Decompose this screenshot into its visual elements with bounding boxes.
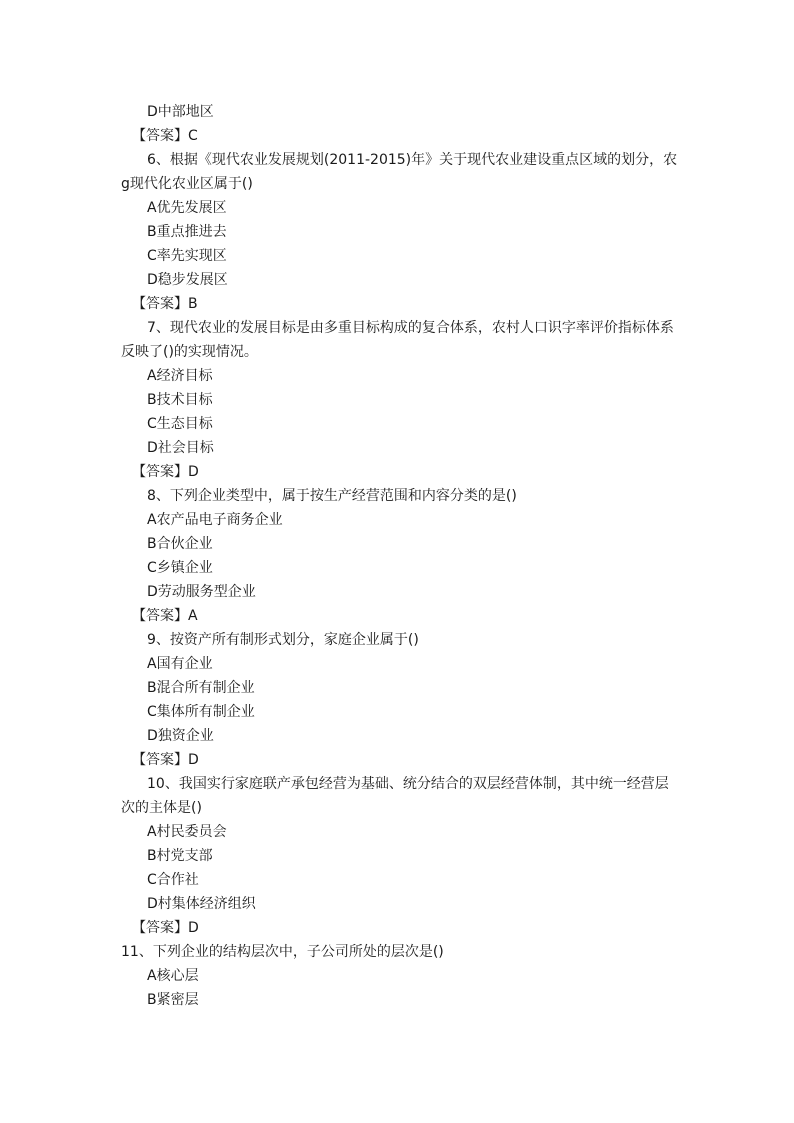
option-a-q8: A农产品电子商务企业 [147, 512, 283, 528]
option-c-q6: C率先实现区 [147, 248, 227, 264]
option-b-q6: B重点推进去 [147, 224, 227, 240]
answer-q10: 【答案】D [132, 920, 199, 936]
question-10-line-2: 次的主体是() [121, 800, 202, 816]
question-7-line-1: 7、现代农业的发展目标是由多重目标构成的复合体系，农村人口识字率评价指标体系 [147, 320, 674, 336]
option-d-q8: D劳动服务型企业 [147, 584, 256, 600]
option-d-q7: D社会目标 [147, 440, 214, 456]
option-a-q10: A村民委员会 [147, 824, 227, 840]
option-b-q10: B村党支部 [147, 848, 213, 864]
question-7-line-2: 反映了()的实现情况。 [121, 344, 258, 360]
option-b-q7: B技术目标 [147, 392, 213, 408]
option-d-q9: D独资企业 [147, 728, 214, 744]
question-8: 8、下列企业类型中，属于按生产经营范围和内容分类的是() [147, 488, 517, 504]
option-d-q6: D稳步发展区 [147, 272, 228, 288]
option-a-q7: A经济目标 [147, 368, 213, 384]
answer-q8: 【答案】A [132, 608, 198, 624]
question-11: 11、下列企业的结构层次中，子公司所处的层次是() [121, 944, 444, 960]
question-6-line-1: 6、根据《现代农业发展规划(2011-2015)年》关于现代农业建设重点区域的划分，农 [147, 152, 678, 168]
option-c-q7: C生态目标 [147, 416, 213, 432]
question-10-line-1: 10、我国实行家庭联产承包经营为基础、统分结合的双层经营体制，其中统一经营层 [147, 776, 669, 792]
option-b-q11: B紧密层 [147, 992, 199, 1008]
answer-q6: 【答案】B [132, 296, 198, 312]
option-d-q5: D中部地区 [147, 104, 214, 120]
option-c-q8: C乡镇企业 [147, 560, 213, 576]
option-d-q10: D村集体经济组织 [147, 896, 256, 912]
option-a-q6: A优先发展区 [147, 200, 227, 216]
option-a-q11: A核心层 [147, 968, 199, 984]
question-9: 9、按资产所有制形式划分，家庭企业属于() [147, 632, 419, 648]
option-c-q10: C合作社 [147, 872, 199, 888]
answer-q9: 【答案】D [132, 752, 199, 768]
option-c-q9: C集体所有制企业 [147, 704, 255, 720]
option-b-q9: B混合所有制企业 [147, 680, 255, 696]
option-b-q8: B合伙企业 [147, 536, 213, 552]
question-6-line-2: g现代化农业区属于() [121, 176, 253, 192]
option-a-q9: A国有企业 [147, 656, 213, 672]
answer-q5: 【答案】C [132, 128, 198, 144]
answer-q7: 【答案】D [132, 464, 199, 480]
